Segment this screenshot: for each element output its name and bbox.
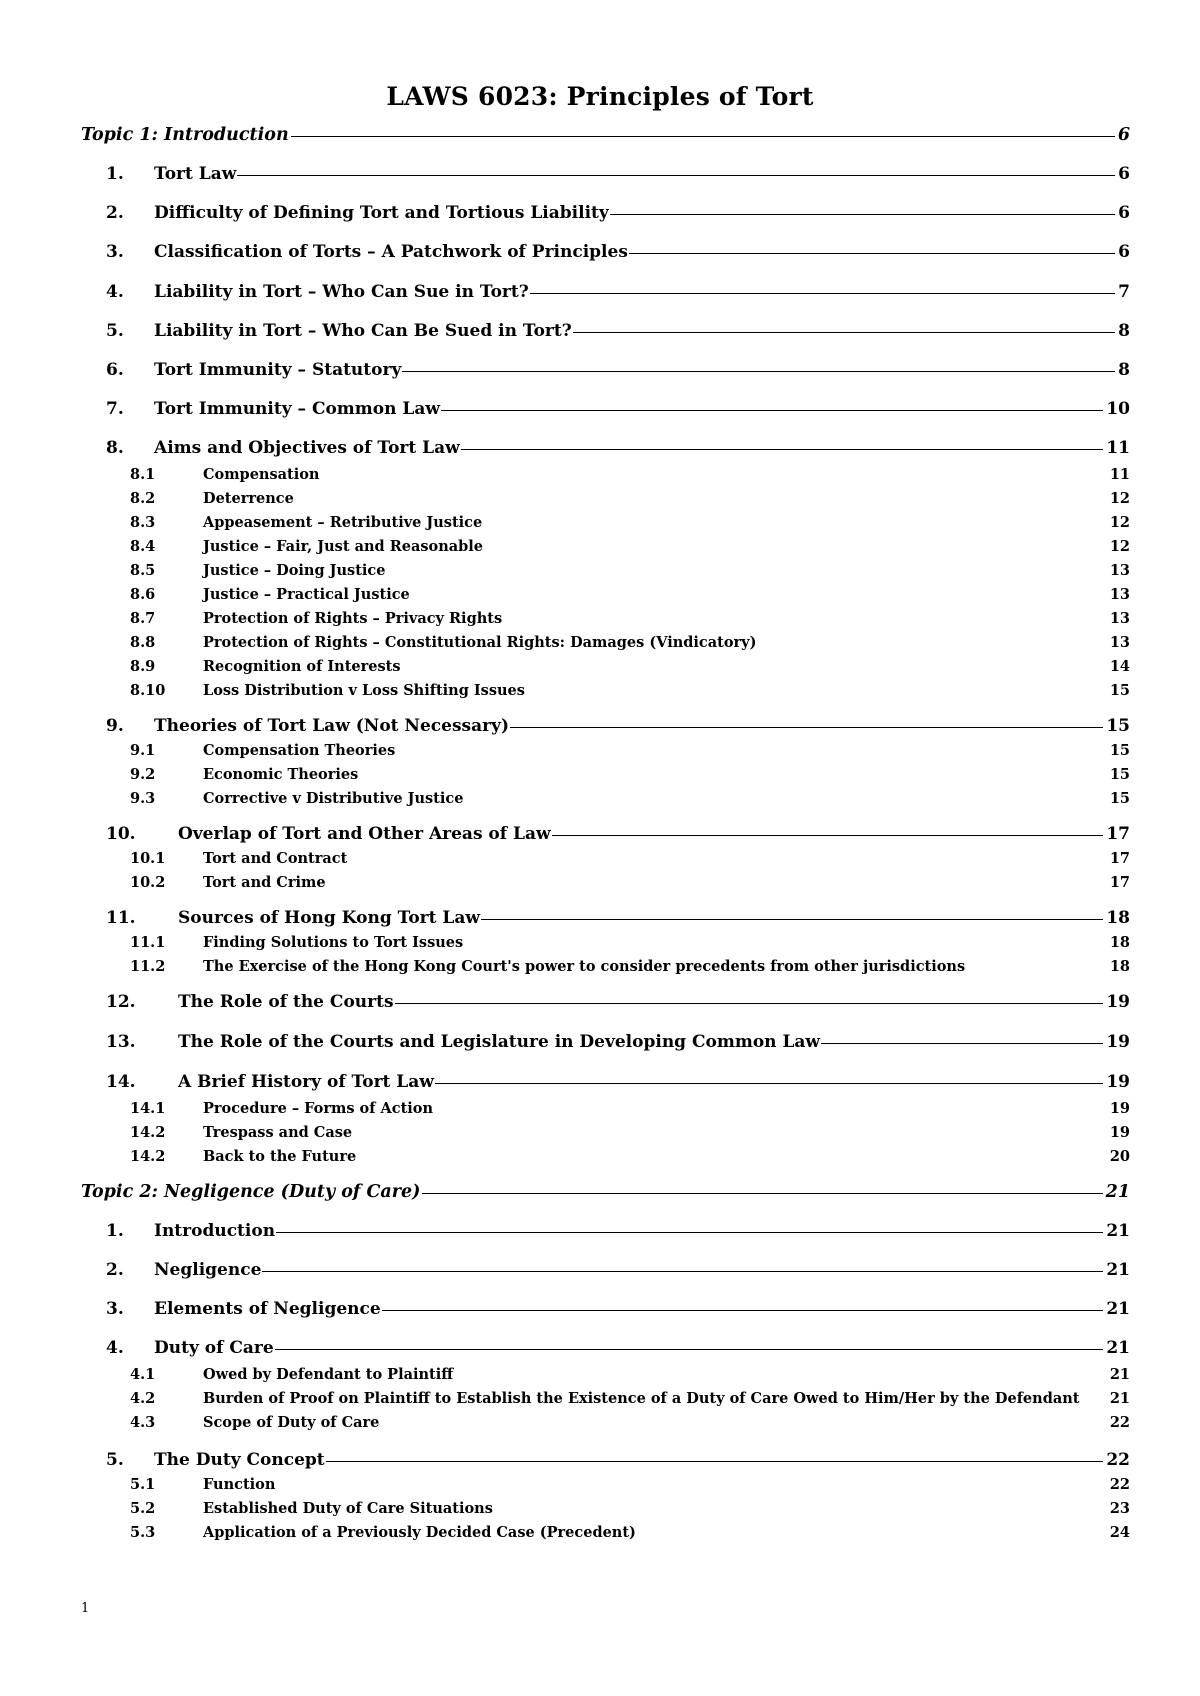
toc-entry-title: Topic 2: Negligence (Duty of Care) <box>81 1182 421 1202</box>
toc-page-number: 19 <box>1106 1032 1130 1052</box>
toc-entry-number: 10.2 <box>130 874 166 891</box>
toc-entry-number: 2. <box>106 203 124 223</box>
toc-page-number: 19 <box>1106 1072 1130 1092</box>
toc-subsection-entry <box>130 1414 1130 1431</box>
toc-leader-line <box>573 332 1115 333</box>
toc-section-entry <box>106 716 1130 736</box>
toc-section-entry <box>106 438 1130 458</box>
toc-entry-title: Compensation <box>203 466 320 483</box>
toc-page-number: 8 <box>1118 360 1130 380</box>
toc-page-number: 6 <box>1118 242 1130 262</box>
toc-page-number: 15 <box>1109 742 1130 759</box>
toc-entry-number: 7. <box>106 399 124 419</box>
toc-page-number: 23 <box>1109 1500 1130 1517</box>
toc-section-entry <box>106 242 1130 262</box>
toc-subsection-entry <box>130 850 1130 867</box>
toc-page-number: 21 <box>1109 1390 1130 1407</box>
toc-subsection-entry <box>130 1390 1130 1407</box>
toc-entry-number: 8.3 <box>130 514 156 531</box>
toc-leader-line <box>530 293 1115 294</box>
toc-page-number: 15 <box>1109 790 1130 807</box>
toc-section-entry <box>106 360 1130 380</box>
toc-entry-number: 4. <box>106 1338 124 1358</box>
toc-subsection-entry <box>130 538 1130 555</box>
toc-entry-title: Liability in Tort – Who Can Be Sued in Tort? <box>154 321 572 341</box>
toc-section-entry <box>106 1299 1130 1319</box>
toc-entry-title: Protection of Rights – Constitutional Rights: Damages (Vindicatory) <box>203 634 757 651</box>
toc-entry-number: 8.1 <box>130 466 156 483</box>
toc-entry-number: 8.6 <box>130 586 156 603</box>
toc-subsection-entry <box>130 610 1130 627</box>
toc-entry-number: 14. <box>106 1072 136 1092</box>
toc-entry-number: 14.2 <box>130 1124 166 1141</box>
toc-entry-number: 11.1 <box>130 934 166 951</box>
toc-leader-line <box>821 1043 1103 1044</box>
toc-subsection-entry <box>130 514 1130 531</box>
toc-entry-title: Established Duty of Care Situations <box>203 1500 493 1517</box>
toc-entry-number: 2. <box>106 1260 124 1280</box>
toc-subsection-entry <box>130 1500 1130 1517</box>
toc-page-number: 13 <box>1109 610 1130 627</box>
toc-page-number: 22 <box>1109 1414 1130 1431</box>
toc-entry-number: 8.8 <box>130 634 156 651</box>
toc-entry-number: 5.1 <box>130 1476 156 1493</box>
toc-entry-title: Application of a Previously Decided Case (Precedent) <box>203 1524 636 1541</box>
toc-entry-title: Tort and Contract <box>203 850 348 867</box>
toc-page-number: 8 <box>1118 321 1130 341</box>
toc-entry-title: Recognition of Interests <box>203 658 401 675</box>
toc-page-number: 19 <box>1106 992 1130 1012</box>
toc-page-number: 14 <box>1109 658 1130 675</box>
toc-entry-number: 5. <box>106 321 124 341</box>
toc-entry-number: 1. <box>106 1221 124 1241</box>
toc-section-entry <box>106 282 1130 302</box>
toc-entry-title: Tort Law <box>154 164 237 184</box>
toc-section-entry <box>106 908 1130 928</box>
toc-section-entry <box>106 399 1130 419</box>
toc-leader-line <box>629 253 1115 254</box>
toc-entry-title: Liability in Tort – Who Can Sue in Tort? <box>154 282 529 302</box>
toc-page-number: 18 <box>1106 908 1130 928</box>
toc-section-entry <box>106 321 1130 341</box>
toc-page-number: 17 <box>1109 874 1130 891</box>
toc-section-entry <box>106 1221 1130 1241</box>
toc-entry-number: 8.7 <box>130 610 156 627</box>
toc-subsection-entry <box>130 658 1130 675</box>
toc-leader-line <box>552 835 1104 836</box>
toc-page-number: 6 <box>1117 125 1130 145</box>
toc-page-number: 17 <box>1106 824 1130 844</box>
toc-entry-title: Function <box>203 1476 276 1493</box>
toc-entry-title: Loss Distribution v Loss Shifting Issues <box>203 682 525 699</box>
toc-entry-number: 9.1 <box>130 742 156 759</box>
toc-entry-number: 6. <box>106 360 124 380</box>
toc-page-number: 20 <box>1109 1148 1130 1165</box>
toc-page-number: 12 <box>1109 538 1130 555</box>
toc-entry-number: 14.2 <box>130 1148 166 1165</box>
toc-entry-number: 10. <box>106 824 136 844</box>
toc-page-number: 21 <box>1106 1299 1130 1319</box>
toc-section-entry <box>106 1072 1130 1092</box>
toc-entry-number: 4. <box>106 282 124 302</box>
toc-entry-title: Duty of Care <box>154 1338 274 1358</box>
toc-entry-number: 13. <box>106 1032 136 1052</box>
toc-entry-number: 8. <box>106 438 124 458</box>
toc-entry-title: Trespass and Case <box>203 1124 353 1141</box>
toc-entry-number: 4.3 <box>130 1414 156 1431</box>
toc-leader-line <box>395 1003 1104 1004</box>
toc-subsection-entry <box>130 466 1130 483</box>
toc-section-entry <box>106 1032 1130 1052</box>
toc-leader-line <box>382 1310 1104 1311</box>
toc-entry-title: Overlap of Tort and Other Areas of Law <box>178 824 551 844</box>
toc-entry-number: 5. <box>106 1450 124 1470</box>
toc-entry-title: Corrective v Distributive Justice <box>203 790 464 807</box>
toc-entry-title: Compensation Theories <box>203 742 396 759</box>
toc-page-number: 21 <box>1105 1182 1130 1202</box>
toc-entry-title: Tort Immunity – Common Law <box>154 399 441 419</box>
toc-subsection-entry <box>130 1124 1130 1141</box>
toc-entry-title: Finding Solutions to Tort Issues <box>203 934 464 951</box>
toc-entry-title: Tort and Crime <box>203 874 326 891</box>
toc-page-number: 17 <box>1109 850 1130 867</box>
toc-entry-title: The Role of the Courts and Legislature in Developing Common Law <box>178 1032 821 1052</box>
toc-subsection-entry <box>130 586 1130 603</box>
toc-entry-title: Justice – Practical Justice <box>203 586 410 603</box>
toc-entry-title: Burden of Proof on Plaintiff to Establish the Existence of a Duty of Care Owed to Him/Her by the Defendant <box>203 1390 1080 1407</box>
toc-page-number: 13 <box>1109 634 1130 651</box>
toc-leader-line <box>435 1083 1103 1084</box>
toc-leader-line <box>326 1461 1104 1462</box>
toc-subsection-entry <box>130 1524 1130 1541</box>
toc-entry-number: 12. <box>106 992 136 1012</box>
toc-page-number: 15 <box>1109 766 1130 783</box>
toc-page-number: 22 <box>1109 1476 1130 1493</box>
toc-page-number: 6 <box>1118 203 1130 223</box>
toc-section-entry <box>106 1450 1130 1470</box>
toc-page-number: 18 <box>1109 934 1130 951</box>
toc-leader-line <box>441 410 1103 411</box>
toc-page-number: 15 <box>1109 682 1130 699</box>
toc-subsection-entry <box>130 934 1130 951</box>
toc-subsection-entry <box>130 1366 1130 1383</box>
toc-page-number: 13 <box>1109 562 1130 579</box>
toc-entry-number: 1. <box>106 164 124 184</box>
toc-entry-title: Negligence <box>154 1260 262 1280</box>
toc-topic-entry <box>81 1182 1130 1202</box>
toc-entry-title: The Duty Concept <box>154 1450 325 1470</box>
toc-page-number: 21 <box>1106 1221 1130 1241</box>
toc-leader-line <box>237 175 1115 176</box>
toc-page-number: 13 <box>1109 586 1130 603</box>
toc-subsection-entry <box>130 634 1130 651</box>
toc-page-number: 12 <box>1109 514 1130 531</box>
toc-page-number: 19 <box>1109 1100 1130 1117</box>
toc-page-number: 12 <box>1109 490 1130 507</box>
toc-entry-number: 9.3 <box>130 790 156 807</box>
toc-page-number: 18 <box>1109 958 1130 975</box>
toc-page-number: 15 <box>1106 716 1130 736</box>
toc-entry-title: Introduction <box>154 1221 276 1241</box>
toc-subsection-entry <box>130 490 1130 507</box>
toc-entry-title: Classification of Torts – A Patchwork of Principles <box>154 242 628 262</box>
toc-entry-number: 9.2 <box>130 766 156 783</box>
toc-entry-number: 11. <box>106 908 136 928</box>
toc-entry-number: 5.2 <box>130 1500 156 1517</box>
footer-page-number: 1 <box>81 1601 90 1616</box>
toc-subsection-entry <box>130 1148 1130 1165</box>
toc-section-entry <box>106 992 1130 1012</box>
toc-section-entry <box>106 1260 1130 1280</box>
toc-entry-title: Elements of Negligence <box>154 1299 381 1319</box>
toc-entry-title: Aims and Objectives of Tort Law <box>154 438 460 458</box>
toc-entry-number: 8.5 <box>130 562 156 579</box>
toc-leader-line <box>422 1193 1102 1194</box>
toc-entry-number: 8.9 <box>130 658 156 675</box>
toc-subsection-entry <box>130 790 1130 807</box>
toc-page-number: 10 <box>1106 399 1130 419</box>
toc-entry-title: Difficulty of Defining Tort and Tortious Liability <box>154 203 609 223</box>
toc-entry-title: Topic 1: Introduction <box>81 125 289 145</box>
toc-entry-title: The Role of the Courts <box>178 992 394 1012</box>
toc-page-number: 24 <box>1109 1524 1130 1541</box>
toc-entry-number: 14.1 <box>130 1100 166 1117</box>
toc-entry-title: Theories of Tort Law (Not Necessary) <box>154 716 509 736</box>
toc-entry-title: Justice – Fair, Just and Reasonable <box>203 538 484 555</box>
toc-leader-line <box>402 371 1115 372</box>
toc-section-entry <box>106 203 1130 223</box>
toc-subsection-entry <box>130 958 1130 975</box>
toc-entry-title: Deterrence <box>203 490 294 507</box>
toc-page-number: 19 <box>1109 1124 1130 1141</box>
toc-topic-entry <box>81 125 1130 145</box>
toc-page-number: 11 <box>1109 466 1130 483</box>
toc-entry-title: Scope of Duty of Care <box>203 1414 380 1431</box>
toc-section-entry <box>106 164 1130 184</box>
toc-entry-number: 4.2 <box>130 1390 156 1407</box>
toc-subsection-entry <box>130 682 1130 699</box>
toc-entry-number: 4.1 <box>130 1366 156 1383</box>
toc-entry-title: Back to the Future <box>203 1148 357 1165</box>
toc-leader-line <box>262 1271 1103 1272</box>
toc-subsection-entry <box>130 742 1130 759</box>
toc-page-number: 21 <box>1106 1338 1130 1358</box>
toc-leader-line <box>610 214 1115 215</box>
toc-subsection-entry <box>130 766 1130 783</box>
toc-leader-line <box>461 449 1104 450</box>
toc-leader-line <box>481 919 1103 920</box>
toc-section-entry <box>106 1338 1130 1358</box>
toc-page-number: 11 <box>1106 438 1130 458</box>
toc-entry-title: Procedure – Forms of Action <box>203 1100 433 1117</box>
toc-entry-number: 3. <box>106 1299 124 1319</box>
toc-entry-number: 10.1 <box>130 850 166 867</box>
toc-leader-line <box>275 1349 1104 1350</box>
toc-entry-number: 8.2 <box>130 490 156 507</box>
toc-page-number: 21 <box>1106 1260 1130 1280</box>
toc-entry-number: 9. <box>106 716 124 736</box>
toc-entry-title: Sources of Hong Kong Tort Law <box>178 908 480 928</box>
toc-entry-title: Owed by Defendant to Plaintiff <box>203 1366 454 1383</box>
toc-entry-title: Protection of Rights – Privacy Rights <box>203 610 503 627</box>
toc-entry-number: 5.3 <box>130 1524 156 1541</box>
toc-entry-title: Appeasement – Retributive Justice <box>203 514 483 531</box>
toc-entry-number: 11.2 <box>130 958 166 975</box>
toc-subsection-entry <box>130 562 1130 579</box>
toc-page-number: 21 <box>1109 1366 1130 1383</box>
toc-page-number: 6 <box>1118 164 1130 184</box>
toc-page-number: 7 <box>1118 282 1130 302</box>
toc-leader-line <box>291 136 1115 137</box>
toc-leader-line <box>510 727 1103 728</box>
toc-subsection-entry <box>130 1100 1130 1117</box>
toc-entry-title: The Exercise of the Hong Kong Court's power to consider precedents from other jurisdictions <box>203 958 966 975</box>
toc-entry-title: Economic Theories <box>203 766 359 783</box>
toc-entry-number: 3. <box>106 242 124 262</box>
toc-page-number: 22 <box>1106 1450 1130 1470</box>
toc-section-entry <box>106 824 1130 844</box>
toc-leader-line <box>276 1232 1103 1233</box>
toc-entry-title: Tort Immunity – Statutory <box>154 360 402 380</box>
document-title: LAWS 6023: Principles of Tort <box>386 82 814 111</box>
toc-entry-number: 8.4 <box>130 538 156 555</box>
toc-entry-title: Justice – Doing Justice <box>203 562 386 579</box>
toc-subsection-entry <box>130 1476 1130 1493</box>
toc-subsection-entry <box>130 874 1130 891</box>
toc-entry-number: 8.10 <box>130 682 166 699</box>
toc-entry-title: A Brief History of Tort Law <box>178 1072 434 1092</box>
